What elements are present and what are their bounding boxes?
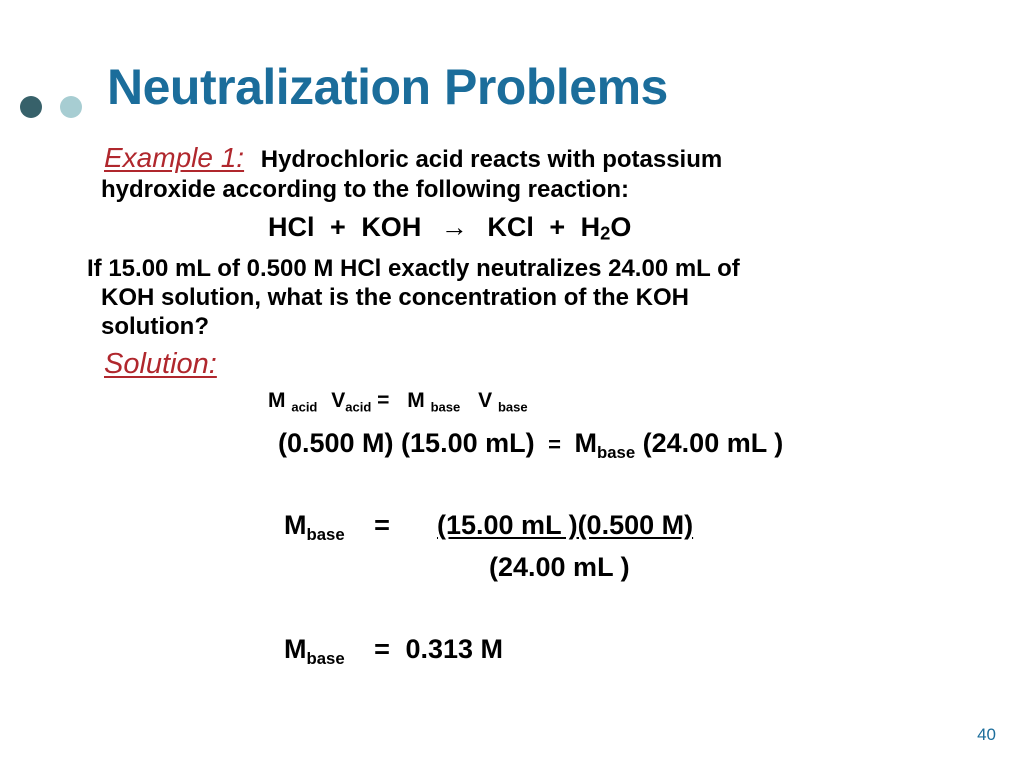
step-1-m-sub: base [596, 442, 636, 462]
step-2-m: M [284, 510, 307, 540]
result-equals: = [374, 634, 390, 664]
result-m-sub: base [306, 648, 345, 668]
step-1-equation [278, 428, 783, 463]
question-line-2: KOH solution, what is the concentration of the KOH [101, 284, 690, 311]
formula-v-base-sub: base [497, 399, 528, 415]
result-equation [284, 634, 503, 669]
water-subscript: 2 [600, 222, 611, 244]
formula-v-base: V [478, 389, 493, 412]
step-1-equals: = [548, 432, 561, 457]
result-value: 0.313 M [405, 634, 504, 664]
solution-label: Solution: [104, 348, 217, 380]
product-kcl: KCl [487, 212, 534, 242]
step-1-m: M [574, 428, 597, 458]
step-2-m-sub: base [306, 524, 345, 544]
step-2-equals: = [374, 510, 390, 540]
example-line-1 [104, 142, 722, 174]
formula-m-acid: M [268, 389, 286, 412]
bullet-dot-light-icon [60, 96, 82, 118]
step-1-left: (0.500 M) (15.00 mL) [278, 428, 535, 458]
formula-m-acid-sub: acid [291, 399, 318, 415]
result-m: M [284, 634, 307, 664]
example-text-2: hydroxide according to the following reaction: [101, 176, 630, 203]
slide-title: Neutralization Problems [107, 59, 668, 115]
water-o: O [610, 212, 632, 242]
formula-m-base: M [407, 389, 425, 412]
right-arrow-icon: → [440, 212, 468, 242]
formula-v-acid-sub: acid [345, 399, 372, 415]
step-2-denominator: (24.00 mL ) [489, 552, 630, 582]
formula-m-base-sub: base [430, 399, 461, 415]
formula-equals: = [377, 389, 390, 412]
reactant-koh: KOH [361, 212, 422, 242]
question-line-1: If 15.00 mL of 0.500 M HCl exactly neutralizes 24.00 mL of [87, 255, 740, 282]
step-2-numerator: (15.00 mL )(0.500 M) [437, 510, 694, 540]
formula-v-acid: V [331, 389, 346, 412]
page-number: 40 [977, 725, 996, 744]
question-line-3: solution? [101, 313, 209, 340]
step-2-lhs [284, 510, 390, 545]
product-water [581, 212, 632, 242]
step-1-right: (24.00 mL ) [642, 428, 784, 458]
solution-label-wrap [104, 348, 217, 381]
example-text-1: Hydrochloric acid reacts with potassium [260, 146, 723, 173]
plus-sign-2: + [549, 212, 566, 242]
example-label: Example 1: [104, 142, 245, 173]
water-h: H [580, 212, 601, 242]
reaction-equation [268, 212, 631, 245]
plus-sign: + [330, 212, 346, 242]
dilution-formula [268, 389, 528, 415]
bullet-dot-dark-icon [20, 96, 42, 118]
reactant-hcl: HCl [268, 212, 315, 242]
